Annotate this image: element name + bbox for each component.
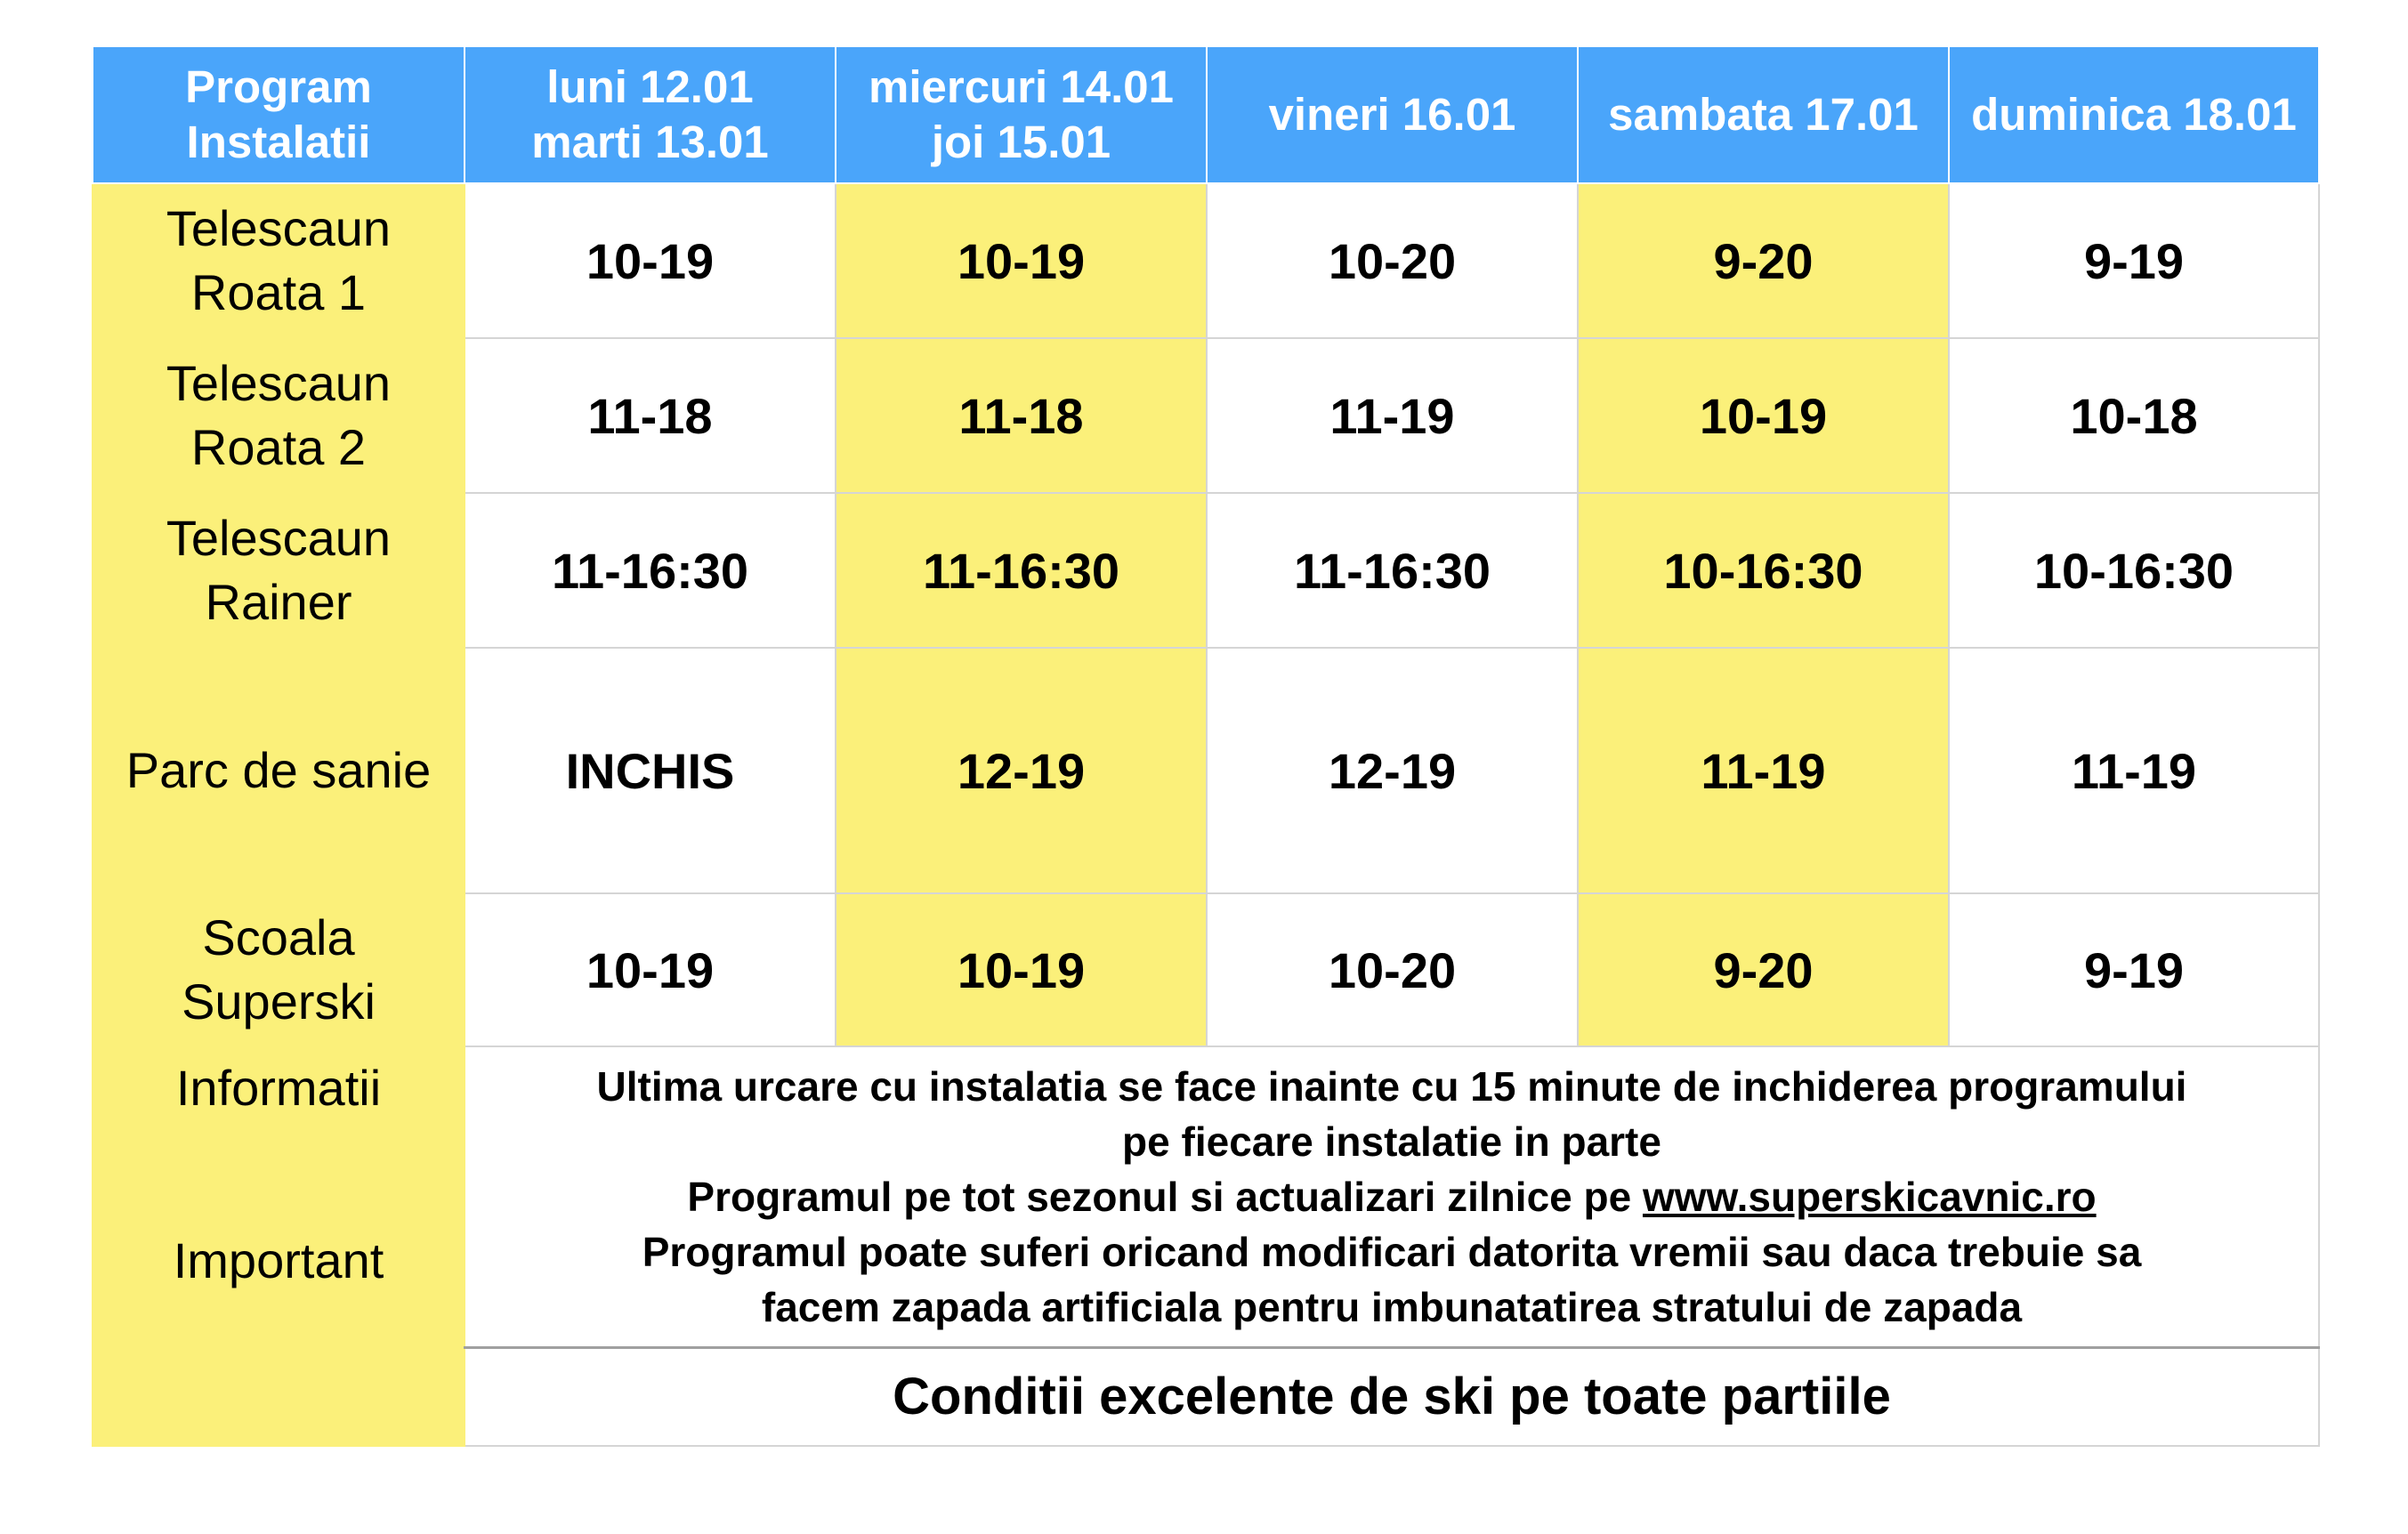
header-day-sat: sambata 17.01 bbox=[1578, 46, 1949, 183]
schedule-cell: 10-16:30 bbox=[1578, 493, 1949, 648]
header-day-sun: duminica 18.01 bbox=[1949, 46, 2319, 183]
row-label-parc-de-sanie: Parc de sanie bbox=[93, 648, 465, 893]
schedule-cell: 10-18 bbox=[1949, 338, 2319, 493]
header-row bbox=[93, 46, 2319, 183]
schedule-cell: 10-20 bbox=[1207, 183, 1578, 338]
label-important: Important bbox=[173, 1232, 384, 1288]
schedule-cell: 10-19 bbox=[1578, 338, 1949, 493]
schedule-cell: 12-19 bbox=[836, 648, 1207, 893]
row-label-roata-1: Telescaun Roata 1 bbox=[93, 183, 465, 338]
schedule-cell: 9-20 bbox=[1578, 183, 1949, 338]
schedule-cell: 11-16:30 bbox=[465, 493, 836, 648]
footer-row bbox=[93, 1347, 2319, 1446]
schedule-cell: 9-19 bbox=[1949, 183, 2319, 338]
schedule-cell: 10-20 bbox=[1207, 893, 1578, 1046]
row-label-scoala-superski: Scoala Superski bbox=[93, 893, 465, 1046]
schedule-cell: 11-19 bbox=[1578, 648, 1949, 893]
header-day-mon-tue: luni 12.01 marti 13.01 bbox=[465, 46, 836, 183]
schedule-cell: 10-19 bbox=[465, 183, 836, 338]
footer-label bbox=[93, 1347, 465, 1446]
website-link[interactable]: www.superskicavnic.ro bbox=[1642, 1173, 2097, 1220]
info-text: Ultima urcare cu instalatia se face inainte cu 15 minute de inchiderea programului pe fiecare instalatie in parte Programul pe tot sezonul si actualizari zilnice pe www.superskicavnic.ro Programul poate suferi oricand modificari datorita vremii sau daca trebuie sa facem zapada artificiala pentru imbunatatirea stratului de zapada bbox=[465, 1046, 2319, 1347]
schedule-cell: 11-19 bbox=[1949, 648, 2319, 893]
footer-message: Conditii excelente de ski pe toate partiile bbox=[465, 1347, 2319, 1446]
table-row bbox=[93, 648, 2319, 893]
table-row bbox=[93, 893, 2319, 1046]
schedule-cell: 12-19 bbox=[1207, 648, 1578, 893]
schedule-cell: 9-19 bbox=[1949, 893, 2319, 1046]
row-label-rainer: Telescaun Rainer bbox=[93, 493, 465, 648]
info-row bbox=[93, 1046, 2319, 1347]
schedule-cell: 11-18 bbox=[836, 338, 1207, 493]
schedule-cell: 10-16:30 bbox=[1949, 493, 2319, 648]
schedule-cell: 11-16:30 bbox=[836, 493, 1207, 648]
label-informatii: Informatii bbox=[175, 1060, 382, 1116]
table-row bbox=[93, 493, 2319, 648]
schedule-cell: INCHIS bbox=[465, 648, 836, 893]
schedule-cell: 11-19 bbox=[1207, 338, 1578, 493]
header-day-wed-thu: miercuri 14.01 joi 15.01 bbox=[836, 46, 1207, 183]
schedule-cell: 10-19 bbox=[465, 893, 836, 1046]
table-row bbox=[93, 183, 2319, 338]
schedule-cell: 11-16:30 bbox=[1207, 493, 1578, 648]
schedule-cell: 10-19 bbox=[836, 893, 1207, 1046]
row-label-info bbox=[93, 1046, 465, 1347]
header-day-fri: vineri 16.01 bbox=[1207, 46, 1578, 183]
schedule-cell: 9-20 bbox=[1578, 893, 1949, 1046]
header-corner: Program Instalatii bbox=[93, 46, 465, 183]
table-row bbox=[93, 338, 2319, 493]
schedule-cell: 11-18 bbox=[465, 338, 836, 493]
ski-lift-schedule-table bbox=[92, 45, 2320, 1447]
row-label-roata-2: Telescaun Roata 2 bbox=[93, 338, 465, 493]
schedule-cell: 10-19 bbox=[836, 183, 1207, 338]
